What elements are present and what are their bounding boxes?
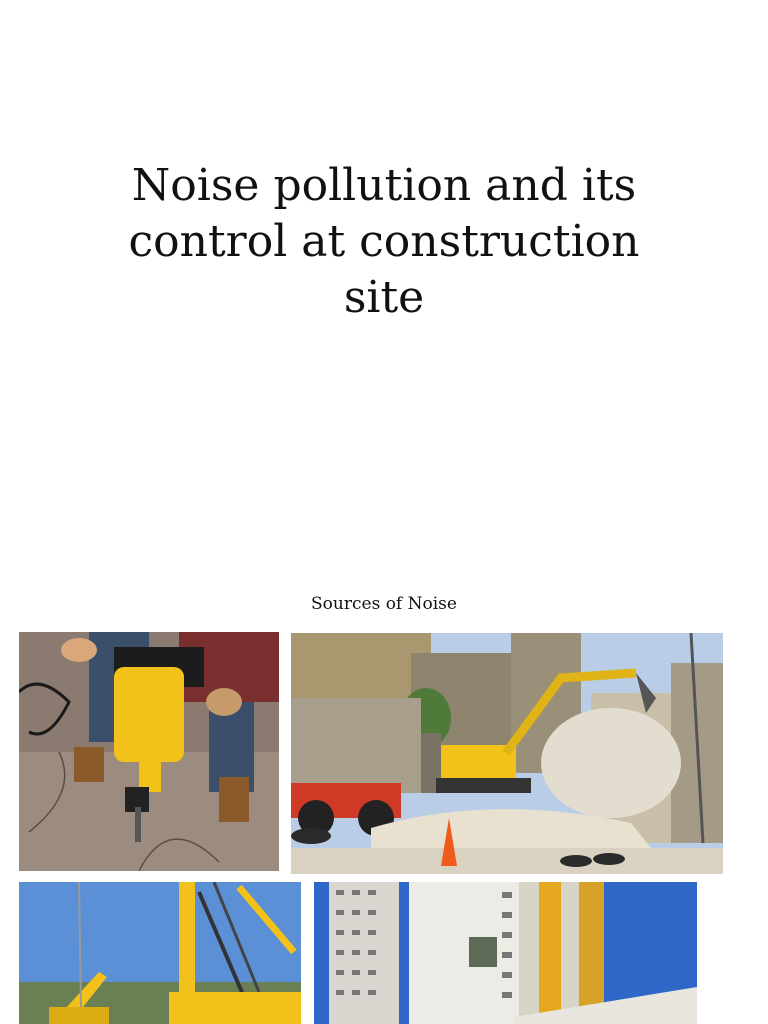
slide-title: Noise pollution and its control at construction site bbox=[128, 160, 640, 323]
high-rise-building-photo bbox=[314, 882, 697, 1024]
section-heading: Sources of Noise bbox=[311, 594, 457, 614]
jackhammer-photo bbox=[19, 632, 279, 871]
piling-rig-photo bbox=[19, 882, 301, 1024]
excavator-demolition-photo bbox=[291, 633, 723, 874]
